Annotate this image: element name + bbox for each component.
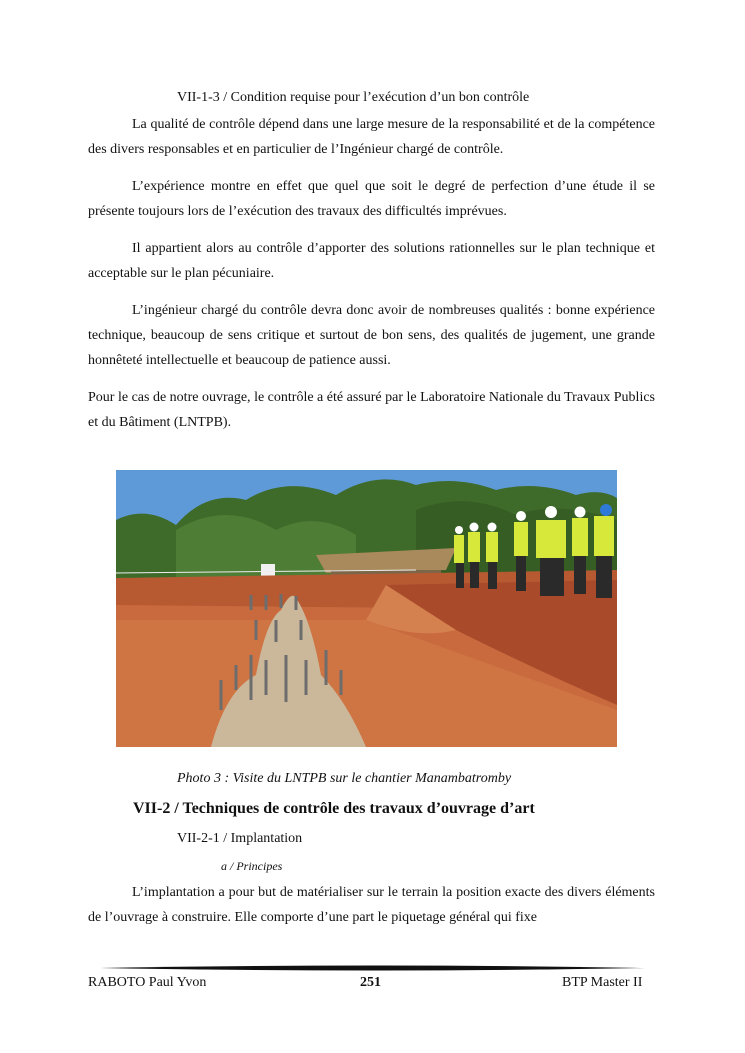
paragraph-4: L’ingénieur chargé du contrôle devra donc avoir de nombreuses qualités : bonne expérience technique, beaucoup de sens critique et surtout de bon sens, des qualités de jugement, une grande honnêteté intellectuelle et beaucoup de patience aussi. xyxy=(88,303,655,368)
footer-program: BTP Master II xyxy=(562,975,643,990)
subheading-condition: VII-1-3 / Condition requise pour l’exécution d’un bon contrôle xyxy=(177,90,530,105)
subsubsection-title: a / Principes xyxy=(221,859,283,873)
footer-author: RABOTO Paul Yvon xyxy=(88,975,207,990)
paragraph-3: Il appartient alors au contrôle d’apporter des solutions rationnelles sur le plan technique et acceptable sur le plan pécuniaire. xyxy=(88,241,655,281)
paragraph-5: Pour le cas de notre ouvrage, le contrôle a été assuré par le Laboratoire Nationale du Travaux Publics et du Bâtiment (LNTPB). xyxy=(88,390,655,430)
footer-page-number: 251 xyxy=(360,975,381,990)
footer-divider xyxy=(100,964,645,972)
photo-caption: Photo 3 : Visite du LNTPB sur le chantier Manambatromby xyxy=(177,771,512,786)
paragraph-1: La qualité de contrôle dépend dans une large mesure de la responsabilité et de la compétence des divers responsables et en particulier de l’Ingénieur chargé de contrôle. xyxy=(88,117,655,157)
paragraph-implantation: L’implantation a pour but de matérialiser sur le terrain la position exacte des divers éléments de l’ouvrage à construire. Elle comporte d’une part le piquetage général qui fixe xyxy=(88,885,655,925)
section-title: VII-2 / Techniques de contrôle des travaux d’ouvrage d’art xyxy=(133,800,535,817)
paragraph-2: L’expérience montre en effet que quel que soit le degré de perfection d’une étude il se présente toujours lors de l’exécution des travaux des difficultés imprévues. xyxy=(88,179,655,219)
subsection-title: VII-2-1 / Implantation xyxy=(177,831,303,846)
construction-site-photo xyxy=(116,470,617,747)
